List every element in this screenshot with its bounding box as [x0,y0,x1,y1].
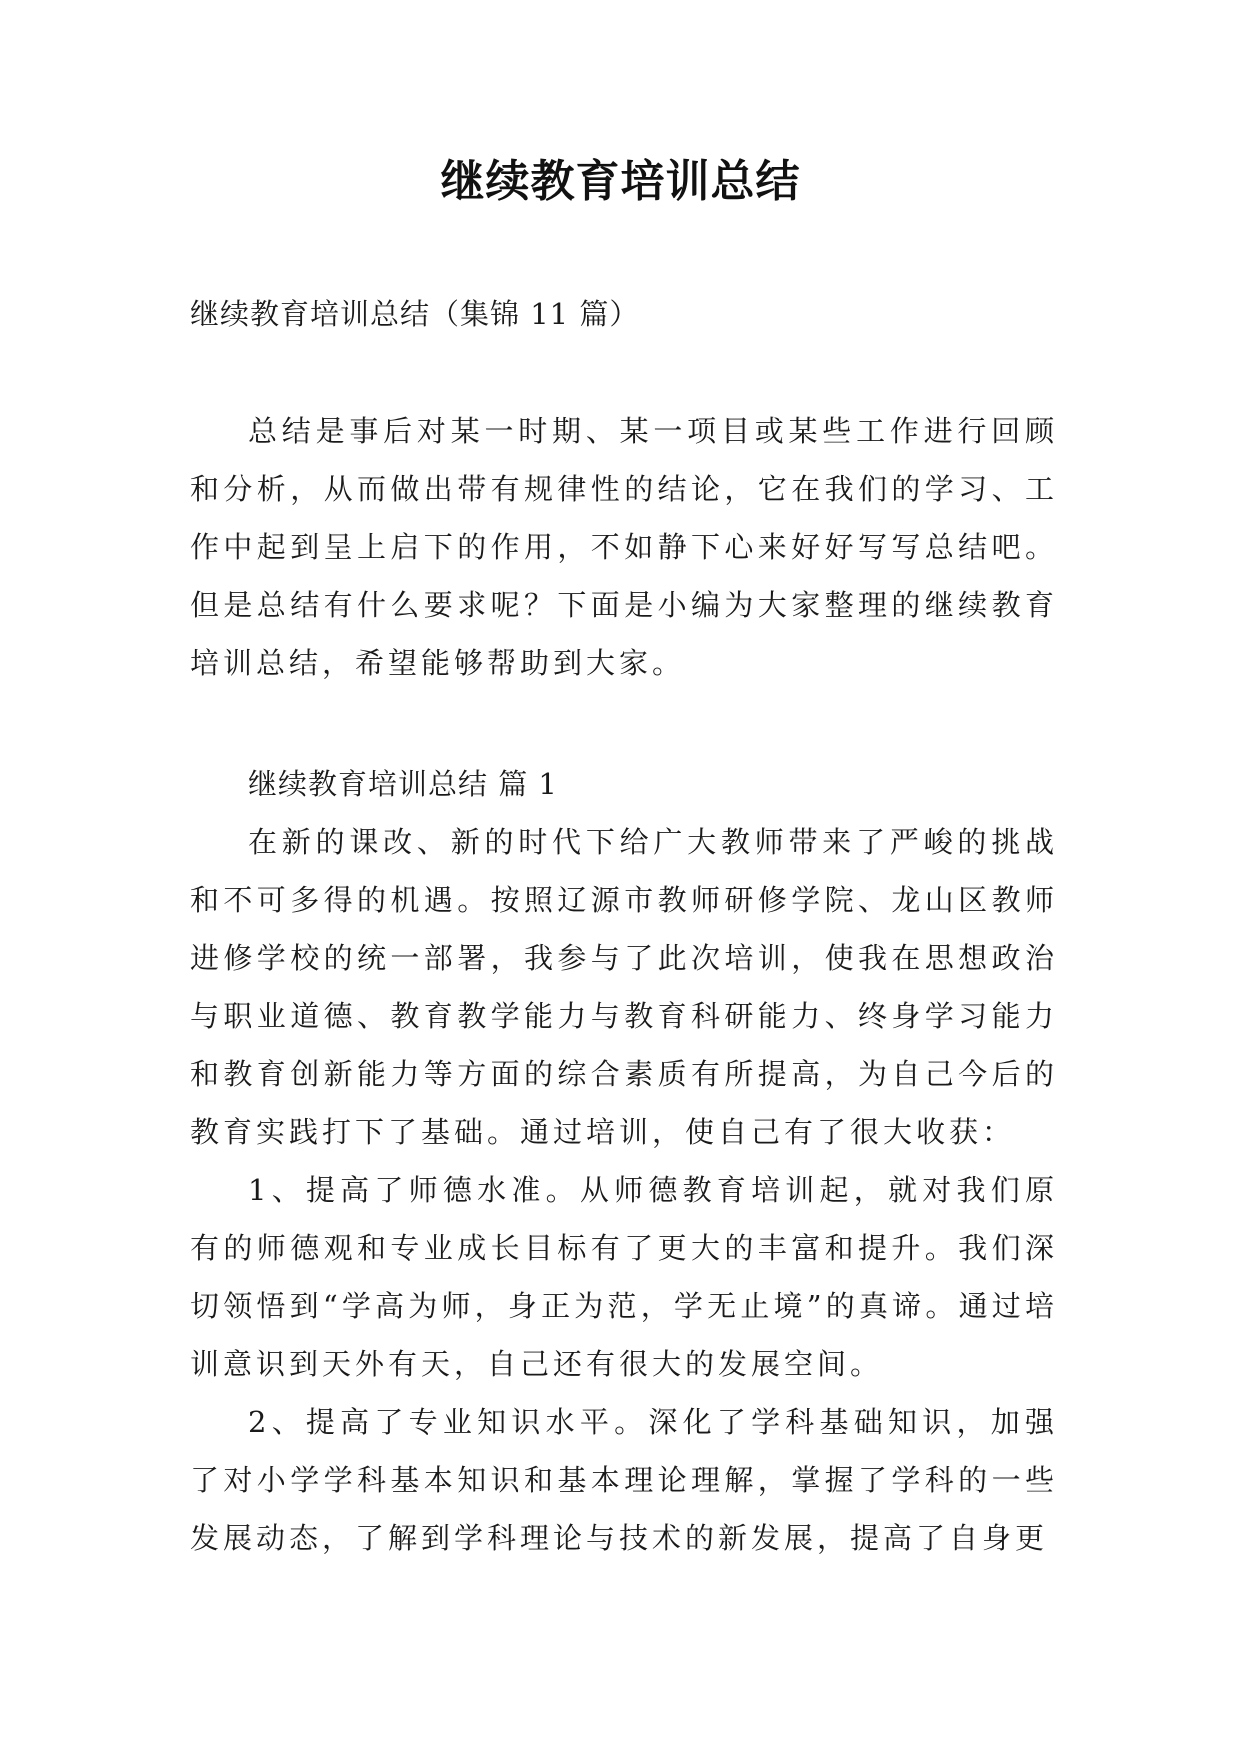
document-title: 继续教育培训总结 [440,156,801,207]
section-1-paragraph: 在新的课改、新的时代下给广大教师带来了严峻的挑战和不可多得的机遇。按照辽源市教师研修学院、龙山区教师进修学校的统一部署，我参与了此次培训，使我在思想政治与职业道德、教育教学能力与教育科研能力、终身学习能力和教育创新能力等方面的综合素质有所提高，为自己今后的教育实践打下了基础。通过培训，使自己有了很大收获： [190,825,1058,1149]
section-1 [190,755,1058,1567]
document-subtitle: 继续教育培训总结（集锦 11 篇） [190,297,640,331]
section-1-paragraph: 1、提高了师德水准。从师德教育培训起，就对我们原有的师德观和专业成长目标有了更大的丰富和提升。我们深切领悟到“学高为师，身正为范，学无止境”的真谛。通过培训意识到天外有天，自己还有很大的发展空间。 [190,1173,1058,1381]
section-1-heading: 继续教育培训总结 篇 1 [248,767,558,801]
intro-section [190,402,1058,692]
section-1-paragraph: 2、提高了专业知识水平。深化了学科基础知识，加强了对小学学科基本知识和基本理论理解，掌握了学科的一些发展动态，了解到学科理论与技术的新发展，提高了自身更 [190,1405,1058,1555]
intro-paragraph: 总结是事后对某一时期、某一项目或某些工作进行回顾和分析，从而做出带有规律性的结论，它在我们的学习、工作中起到呈上启下的作用，不如静下心来好好写写总结吧。但是总结有什么要求呢？下面是小编为大家整理的继续教育培训总结，希望能够帮助到大家。 [190,414,1058,680]
